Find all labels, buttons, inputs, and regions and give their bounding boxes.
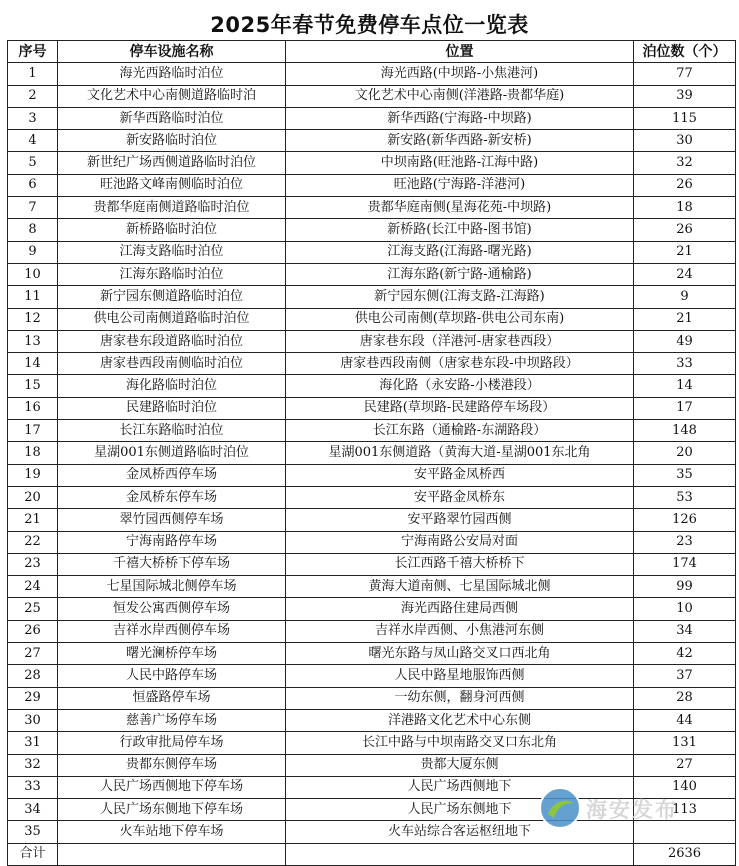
row-name: 金凤桥西停车场 (58, 464, 286, 486)
row-location: 中坝南路(旺池路-江海中路) (286, 152, 634, 174)
table-row (8, 687, 736, 709)
table-row (8, 63, 736, 85)
table-row (8, 152, 736, 174)
row-spaces: 33 (634, 353, 736, 375)
table-row (8, 174, 736, 196)
row-spaces: 26 (634, 219, 736, 241)
row-spaces: 23 (634, 531, 736, 553)
table-row (8, 308, 736, 330)
table-row (8, 197, 736, 219)
row-no: 31 (8, 732, 58, 754)
row-name: 人民广场西侧地下停车场 (58, 776, 286, 798)
row-spaces: 28 (634, 687, 736, 709)
row-location: 海化路（永安路-小楼港段） (286, 375, 634, 397)
row-spaces: 99 (634, 576, 736, 598)
row-spaces: 30 (634, 130, 736, 152)
row-no: 33 (8, 776, 58, 798)
table-row (8, 598, 736, 620)
row-no: 2 (8, 85, 58, 107)
row-name: 长江东路临时泊位 (58, 420, 286, 442)
row-spaces: 126 (634, 509, 736, 531)
row-no: 10 (8, 263, 58, 285)
row-spaces: 140 (634, 776, 736, 798)
row-name: 吉祥水岸西侧停车场 (58, 620, 286, 642)
table-row (8, 420, 736, 442)
row-location: 江海支路(江海路-曙光路) (286, 241, 634, 263)
row-location: 海光西路(中坝路-小焦港河) (286, 63, 634, 85)
table-row (8, 286, 736, 308)
row-name: 恒盛路停车场 (58, 687, 286, 709)
parking-table (7, 40, 736, 866)
row-name: 恒发公寓西侧停车场 (58, 598, 286, 620)
row-spaces: 18 (634, 197, 736, 219)
row-no: 8 (8, 219, 58, 241)
row-no: 7 (8, 197, 58, 219)
row-spaces: 21 (634, 308, 736, 330)
row-no: 11 (8, 286, 58, 308)
row-name: 江海支路临时泊位 (58, 241, 286, 263)
watermark-text: 海安发布 (586, 798, 678, 822)
row-location: 黄海大道南侧、七星国际城北侧 (286, 576, 634, 598)
row-name: 火车站地下停车场 (58, 821, 286, 843)
row-name: 金凤桥东停车场 (58, 486, 286, 508)
row-no: 34 (8, 799, 58, 821)
row-no: 27 (8, 643, 58, 665)
row-spaces: 27 (634, 754, 736, 776)
table-row (8, 85, 736, 107)
table-row (8, 375, 736, 397)
header-row (8, 41, 736, 63)
table-row (8, 553, 736, 575)
row-location: 江海东路(新宁路-通榆路) (286, 263, 634, 285)
row-location: 宁海南路公安局对面 (286, 531, 634, 553)
row-no: 22 (8, 531, 58, 553)
watermark (532, 786, 732, 832)
table-row (8, 442, 736, 464)
row-name: 供电公司南侧道路临时泊位 (58, 308, 286, 330)
row-spaces: 34 (634, 620, 736, 642)
row-location: 海光西路住建局西侧 (286, 598, 634, 620)
row-location: 人民中路星地服饰西侧 (286, 665, 634, 687)
row-spaces: 77 (634, 63, 736, 85)
total-empty-name (58, 843, 286, 865)
row-no: 30 (8, 709, 58, 731)
row-spaces: 44 (634, 709, 736, 731)
row-location: 唐家巷西段南侧（唐家巷东段-中坝路段） (286, 353, 634, 375)
row-name: 新宁园东侧道路临时泊位 (58, 286, 286, 308)
row-spaces: 32 (634, 152, 736, 174)
row-no: 14 (8, 353, 58, 375)
row-no: 21 (8, 509, 58, 531)
row-spaces: 10 (634, 598, 736, 620)
row-spaces: 148 (634, 420, 736, 442)
table-row (8, 665, 736, 687)
row-name: 翠竹园西侧停车场 (58, 509, 286, 531)
row-location: 民建路(草坝路-民建路停车场段） (286, 397, 634, 419)
row-name: 唐家巷西段南侧临时泊位 (58, 353, 286, 375)
row-spaces: 174 (634, 553, 736, 575)
row-spaces: 26 (634, 174, 736, 196)
row-location: 长江中路与中坝南路交叉口东北角 (286, 732, 634, 754)
total-label: 合计 (8, 843, 58, 865)
table-row (8, 754, 736, 776)
row-no: 20 (8, 486, 58, 508)
row-name: 人民中路停车场 (58, 665, 286, 687)
row-spaces: 115 (634, 107, 736, 129)
row-spaces: 113 (634, 799, 736, 821)
table-row (8, 509, 736, 531)
row-location: 新华西路(宁海路-中坝路) (286, 107, 634, 129)
row-name: 贵都东侧停车场 (58, 754, 286, 776)
row-name: 唐家巷东段道路临时泊位 (58, 330, 286, 352)
row-location: 一幼东侧，翻身河西侧 (286, 687, 634, 709)
row-no: 26 (8, 620, 58, 642)
row-name: 民建路临时泊位 (58, 397, 286, 419)
row-spaces: 35 (634, 464, 736, 486)
row-location: 人民广场东侧地下 (286, 799, 634, 821)
row-no: 28 (8, 665, 58, 687)
row-spaces: 39 (634, 85, 736, 107)
row-location: 贵都华庭南侧(星海花苑-中坝路) (286, 197, 634, 219)
table-row (8, 486, 736, 508)
table-row (8, 130, 736, 152)
row-location: 新宁园东侧(江海支路-江海路) (286, 286, 634, 308)
row-location: 长江东路（通榆路-东湖路段） (286, 420, 634, 442)
row-no: 1 (8, 63, 58, 85)
total-empty-location (286, 843, 634, 865)
table-row (8, 241, 736, 263)
row-no: 4 (8, 130, 58, 152)
row-no: 6 (8, 174, 58, 196)
row-location: 安平路金凤桥东 (286, 486, 634, 508)
row-name: 海化路临时泊位 (58, 375, 286, 397)
header-name: 停车设施名称 (58, 41, 286, 63)
table-row (8, 219, 736, 241)
row-name: 七星国际城北侧停车场 (58, 576, 286, 598)
row-location: 火车站综合客运枢纽地下 (286, 821, 634, 843)
row-no: 16 (8, 397, 58, 419)
row-spaces: 20 (634, 442, 736, 464)
row-location: 供电公司南侧(草坝路-供电公司东南) (286, 308, 634, 330)
row-spaces: 21 (634, 241, 736, 263)
row-name: 新桥路临时泊位 (58, 219, 286, 241)
table-row (8, 643, 736, 665)
header-no: 序号 (8, 41, 58, 63)
row-spaces: 24 (634, 263, 736, 285)
row-location: 安平路金凤桥西 (286, 464, 634, 486)
table-row (8, 464, 736, 486)
table-row (8, 576, 736, 598)
table-row (8, 397, 736, 419)
row-no: 35 (8, 821, 58, 843)
row-no: 3 (8, 107, 58, 129)
row-location: 唐家巷东段（洋港河-唐家巷西段） (286, 330, 634, 352)
row-location: 安平路翠竹园西侧 (286, 509, 634, 531)
table-row (8, 709, 736, 731)
row-no: 25 (8, 598, 58, 620)
table-row (8, 732, 736, 754)
row-name: 星湖001东侧道路临时泊位 (58, 442, 286, 464)
row-no: 5 (8, 152, 58, 174)
row-name: 曙光澜桥停车场 (58, 643, 286, 665)
row-location: 洋港路文化艺术中心东侧 (286, 709, 634, 731)
row-no: 32 (8, 754, 58, 776)
row-location: 新安路(新华西路-新安桥) (286, 130, 634, 152)
row-spaces: 53 (634, 486, 736, 508)
row-no: 29 (8, 687, 58, 709)
row-name: 文化艺术中心南侧道路临时泊 (58, 85, 286, 107)
row-spaces: 49 (634, 330, 736, 352)
watermark-logo-icon (538, 786, 582, 830)
table-row (8, 620, 736, 642)
row-name: 新安路临时泊位 (58, 130, 286, 152)
header-spaces: 泊位数（个） (634, 41, 736, 63)
row-location: 星湖001东侧道路（黄海大道-星湖001东北角 (286, 442, 634, 464)
table-row (8, 263, 736, 285)
row-name: 慈善广场停车场 (58, 709, 286, 731)
row-name: 行政审批局停车场 (58, 732, 286, 754)
row-no: 9 (8, 241, 58, 263)
row-no: 19 (8, 464, 58, 486)
table-row (8, 107, 736, 129)
row-no: 18 (8, 442, 58, 464)
row-name: 海光西路临时泊位 (58, 63, 286, 85)
row-location: 旺池路(宁海路-洋港河) (286, 174, 634, 196)
row-name: 贵都华庭南侧道路临时泊位 (58, 197, 286, 219)
row-location: 贵都大厦东侧 (286, 754, 634, 776)
row-location: 曙光东路与凤山路交叉口西北角 (286, 643, 634, 665)
total-row (8, 843, 736, 865)
row-name: 新华西路临时泊位 (58, 107, 286, 129)
row-name: 旺池路文峰南侧临时泊位 (58, 174, 286, 196)
row-no: 12 (8, 308, 58, 330)
row-spaces: 37 (634, 665, 736, 687)
row-no: 13 (8, 330, 58, 352)
total-spaces: 2636 (634, 843, 736, 865)
row-name: 新世纪广场西侧道路临时泊位 (58, 152, 286, 174)
row-name: 江海东路临时泊位 (58, 263, 286, 285)
row-spaces: 14 (634, 375, 736, 397)
row-location: 新桥路(长江中路-图书馆) (286, 219, 634, 241)
row-no: 24 (8, 576, 58, 598)
row-location: 文化艺术中心南侧(洋港路-贵都华庭) (286, 85, 634, 107)
table-row (8, 531, 736, 553)
row-spaces: 9 (634, 286, 736, 308)
header-location: 位置 (286, 41, 634, 63)
row-location: 长江西路千禧大桥桥下 (286, 553, 634, 575)
table-row (8, 353, 736, 375)
row-name: 宁海南路停车场 (58, 531, 286, 553)
row-spaces: 17 (634, 397, 736, 419)
row-no: 23 (8, 553, 58, 575)
row-name: 人民广场东侧地下停车场 (58, 799, 286, 821)
table-row (8, 330, 736, 352)
row-location: 人民广场西侧地下 (286, 776, 634, 798)
row-no: 17 (8, 420, 58, 442)
row-spaces: 131 (634, 732, 736, 754)
row-location: 吉祥水岸西侧、小焦港河东侧 (286, 620, 634, 642)
row-name: 千禧大桥桥下停车场 (58, 553, 286, 575)
page-title: 2025年春节免费停车点位一览表 (210, 13, 529, 37)
row-spaces: 42 (634, 643, 736, 665)
row-no: 15 (8, 375, 58, 397)
